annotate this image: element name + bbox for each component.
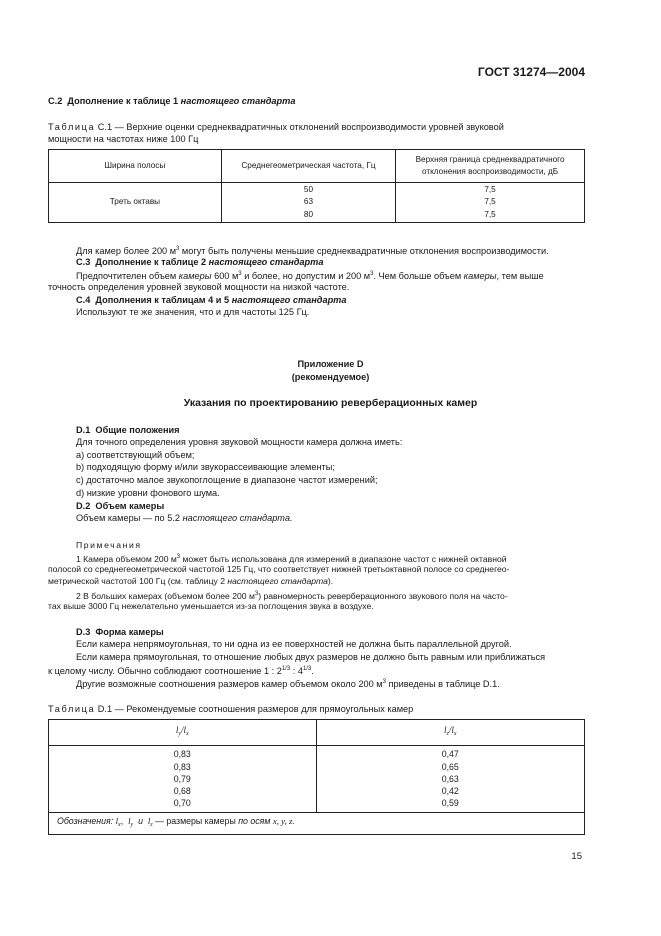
table-c1-caption-cont: мощности на частотах ниже 100 Гц (48, 134, 199, 144)
table-cell: 0,59 (441, 798, 459, 809)
table-cell: 0,70 (173, 798, 191, 809)
c1-after-paragraph: Для камер более 200 $м^3$ могут быть получены меньшие среднеквадратичные отклонения воспроизводимости. (76, 246, 549, 256)
table-d1-col2 (316, 746, 585, 813)
note-2: 2 В больших камерах (объемом более 200 $м^3$) равномерность реверберационного звукового поля на часто- (76, 591, 508, 601)
table-c1-freq: 50 (303, 185, 313, 195)
table-c1-freq: 63 (303, 197, 313, 207)
table-c1-limits (396, 183, 585, 223)
list-item: c) достаточно малое звукопоглощение в диапазоне частот измерений; (76, 475, 378, 485)
note-1-cont2: метрической частотой 100 Гц (см. таблицу 2 настоящего стандарта). (48, 576, 334, 586)
notes-title: Примечания (76, 540, 142, 550)
table-cell: 0,83 (173, 761, 191, 772)
table-c1-limit: 7,5 (484, 185, 496, 195)
table-cell: 0,83 (173, 749, 191, 760)
table-c1-band: Треть октавы (49, 183, 222, 223)
table-d1-header-lz-lx: $l_z/l_x$ (316, 720, 585, 746)
table-d1-header-ly-lx: $l_y/l_x$ (49, 720, 317, 746)
table-cell: 0,65 (441, 761, 459, 772)
table-c1-limit: 7,5 (484, 197, 496, 207)
note-2-cont: тах выше 3000 Гц нежелательно уменьшается из-за поглощения звука в воздухе. (48, 601, 374, 611)
table-cell: 0,63 (441, 773, 459, 784)
section-d2-heading: D.2 Объем камеры (76, 501, 165, 511)
section-c3-text-cont: точность определения уровней звуковой мощности на низкой частоте. (48, 282, 350, 292)
section-d3-p4: Другие возможные соотношения размеров камер объемом около 200 $м^3$ приведены в таблице D.1. (76, 679, 500, 689)
table-d1-col1 (49, 746, 317, 813)
table-cell: 0,42 (441, 786, 459, 797)
section-d3-p3: к целому числу. Обычно соблюдают соотношение 1 : $2^{1/3}$ : $4^{1/3}$. (48, 666, 314, 676)
section-d2-text: Объем камеры — по 5.2 настоящего стандарта. (76, 513, 293, 523)
section-d1-heading: D.1 Общие положения (76, 425, 180, 435)
table-cell: 0,47 (441, 749, 459, 760)
section-c4-text: Используют те же значения, что и для частоты 125 Гц. (76, 307, 310, 317)
list-item: d) низкие уровни фонового шума. (76, 488, 220, 498)
table-c1-header-limit: Верхняя граница среднеквадратичного отклонения воспроизводимости, дБ (396, 150, 585, 183)
list-item: b) подходящую форму и/или звукорассеивающие элементы; (76, 462, 335, 472)
table-c1-header-band: Ширина полосы (49, 150, 222, 183)
appendix-heading: Указания по проектированию реверберационных камер (183, 397, 478, 409)
section-c3-text: Предпочтителен объем камеры 600 $м^3$ и более, но допустим и 200 $м^3$. Чем больше объем камеры, тем выше (76, 271, 544, 281)
appendix-subtitle: (рекомендуемое) (291, 372, 370, 382)
table-c1 (48, 149, 585, 223)
table-c1-limit: 7,5 (484, 209, 496, 219)
document-code: ГОСТ 31274—2004 (477, 65, 585, 79)
list-item: a) соответствующий объем; (76, 450, 195, 460)
note-1: 1 Камера объемом 200 $м^3$ может быть использована для измерений в диапазоне частот с нижней октавной (76, 554, 507, 564)
section-c4-heading: C.4 Дополнения к таблицам 4 и 5 настоящего стандарта (76, 295, 347, 305)
section-d1-intro: Для точного определения уровня звуковой мощности камера должна иметь: (76, 437, 403, 447)
table-d1-note: Обозначения: $l_x$, $l_y$ и $l_z$ — размеры камеры по осям x, y, z. (49, 813, 585, 835)
table-d1 (48, 719, 585, 835)
table-c1-freqs (221, 183, 395, 223)
table-cell: 0,68 (173, 786, 191, 797)
table-c1-caption: Таблица C.1 — Верхние оценки среднеквадратичных отклонений воспроизводимости уровней звуковой (48, 122, 504, 132)
table-cell: 0,79 (173, 773, 191, 784)
section-d3-p2: Если камера прямоугольная, то отношение любых двух размеров не должно быть равным или приближаться (76, 652, 546, 662)
appendix-title: Приложение D (297, 359, 364, 369)
table-d1-caption: Таблица D.1 — Рекомендуемые соотношения размеров для прямоугольных камер (48, 704, 414, 714)
table-c1-header-freq: Среднегеометрическая частота, Гц (221, 150, 395, 183)
section-d3-p1: Если камера непрямоугольная, то ни одна из ее поверхностей не должна быть параллельной другой. (76, 639, 512, 649)
section-d3-heading: D.3 Форма камеры (76, 627, 164, 637)
page-number: 15 (571, 851, 582, 862)
note-1-cont: полосой со среднегеометрической частотой 125 Гц, что соответствует нижней третьоктавной полосе со среднегео- (48, 564, 510, 574)
section-c3-heading: C.3 Дополнение к таблице 2 настоящего стандарта (76, 257, 324, 267)
table-c1-freq: 80 (303, 209, 313, 219)
section-c2-heading: C.2 Дополнение к таблице 1 настоящего стандарта (48, 96, 296, 106)
